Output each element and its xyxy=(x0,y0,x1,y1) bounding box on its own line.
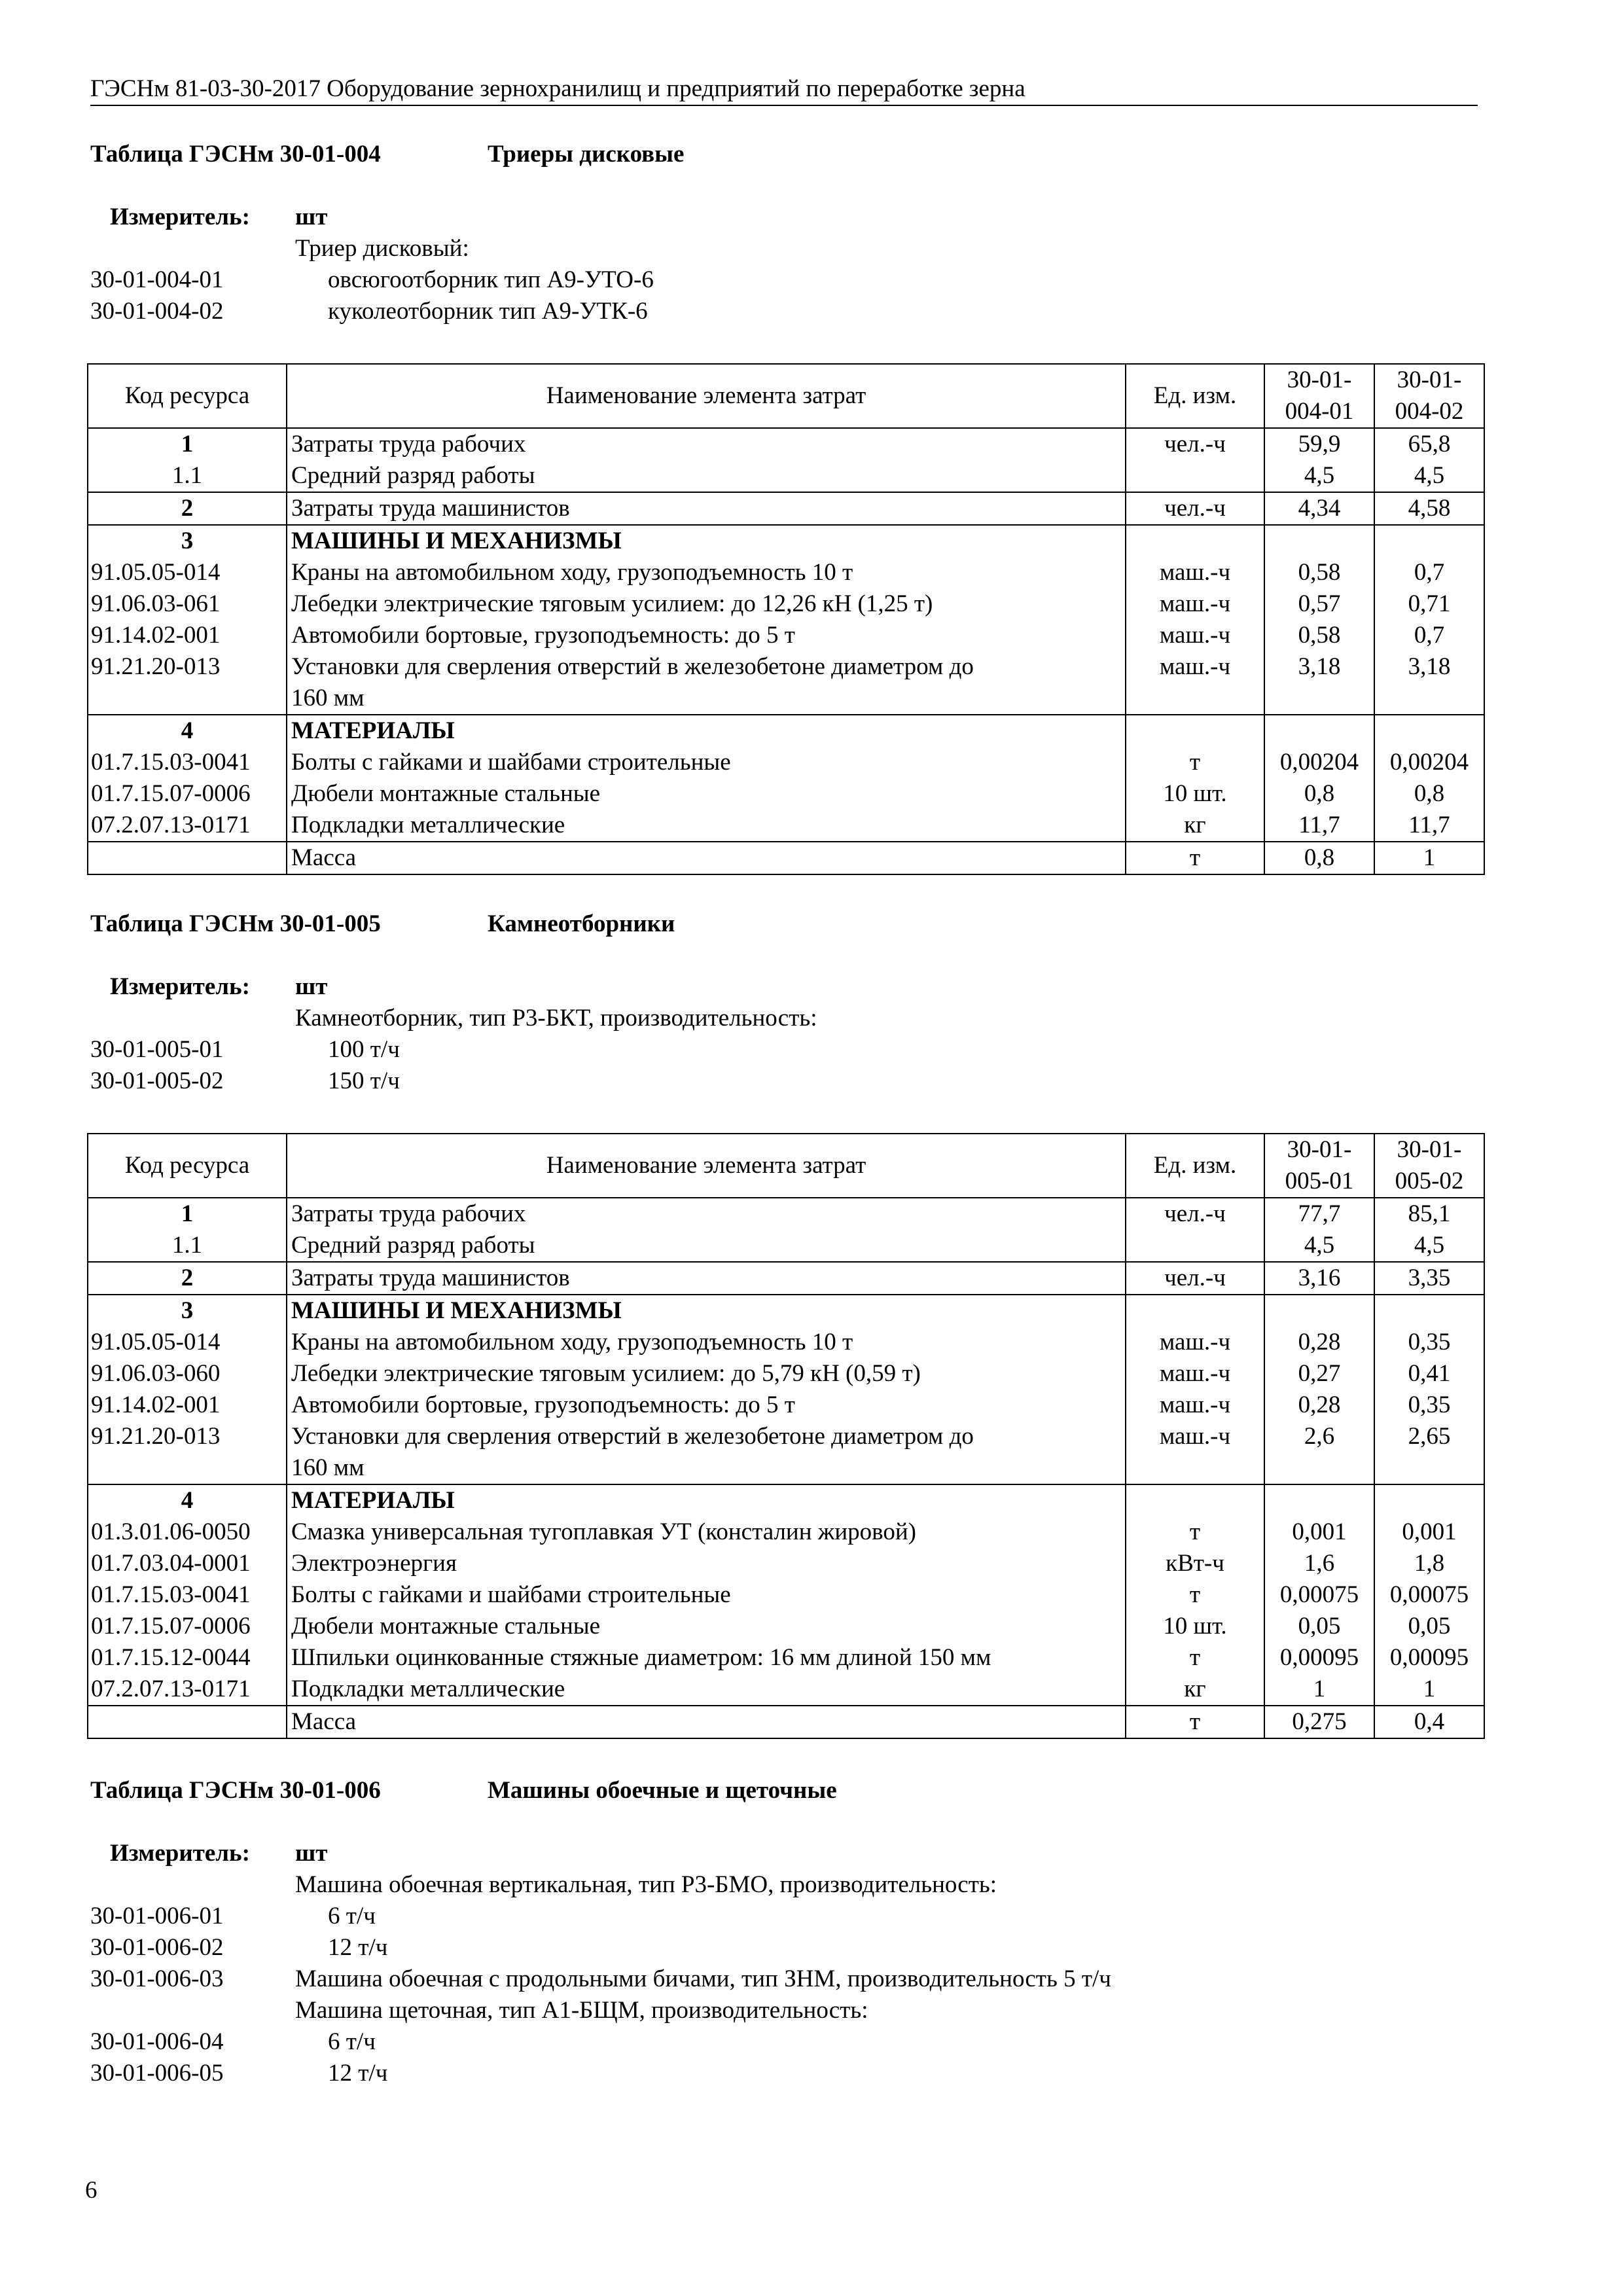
item-text: овсюгоотборник тип А9-УТО-6 xyxy=(328,266,654,293)
cell-name: Краны на автомобильном ходу, грузоподъемность 10 т xyxy=(287,557,1126,588)
resource-table xyxy=(87,1133,1485,1739)
cell-code: 1 xyxy=(88,1198,287,1230)
item-text: Машина щеточная, тип А1-БЩМ, производительность: xyxy=(295,1997,868,2024)
cell-code: 2 xyxy=(88,1262,287,1295)
cell-unit: чел.-ч xyxy=(1126,428,1264,460)
resource-table xyxy=(87,363,1485,875)
cell-value-a: 3,18 xyxy=(1264,651,1374,683)
cell-name: Установки для сверления отверстий в железобетоне диаметром до xyxy=(287,1421,1126,1452)
table-row xyxy=(88,1198,1484,1230)
cell-name: Масса xyxy=(287,1706,1126,1738)
table-row xyxy=(88,1390,1484,1421)
cell-unit xyxy=(1126,1295,1264,1327)
list-item xyxy=(90,1964,1478,1995)
page-number: 6 xyxy=(85,2177,98,2204)
item-code: 30-01-006-02 xyxy=(90,1934,224,1961)
cell-value-b xyxy=(1374,1484,1484,1516)
cell-value-b: 1,8 xyxy=(1374,1548,1484,1579)
cell-value-b: 3,35 xyxy=(1374,1262,1484,1295)
table-number: Таблица ГЭСНм 30-01-004 xyxy=(90,141,381,168)
cell-code: 01.3.01.06-0050 xyxy=(88,1516,287,1548)
cell-code: 91.05.05-014 xyxy=(88,557,287,588)
cell-value-b: 4,58 xyxy=(1374,492,1484,525)
cell-name: 160 мм xyxy=(287,683,1126,715)
item-text: Машина обоечная с продольными бичами, тип ЗНМ, производительность 5 т/ч xyxy=(295,1965,1111,1992)
table-row xyxy=(88,1421,1484,1452)
table-title xyxy=(90,139,1478,170)
cell-unit: маш.-ч xyxy=(1126,1327,1264,1358)
cell-name: Болты с гайками и шайбами строительные xyxy=(287,747,1126,778)
measure-label: Измеритель: xyxy=(110,973,250,1000)
cell-value-b: 2,65 xyxy=(1374,1421,1484,1452)
cell-value-b: 0,00095 xyxy=(1374,1642,1484,1674)
cell-code: 01.7.03.04-0001 xyxy=(88,1548,287,1579)
cell-value-a: 59,9 xyxy=(1264,428,1374,460)
cell-value-b: 0,8 xyxy=(1374,778,1484,810)
cell-code: 91.14.02-001 xyxy=(88,1390,287,1421)
cell-value-b xyxy=(1374,715,1484,747)
col-b-header: 30-01- 005-02 xyxy=(1374,1134,1484,1198)
cell-value-a: 0,28 xyxy=(1264,1390,1374,1421)
table-row xyxy=(88,525,1484,557)
item-text: 6 т/ч xyxy=(328,1903,376,1929)
cell-unit: кг xyxy=(1126,810,1264,842)
cell-unit: маш.-ч xyxy=(1126,1390,1264,1421)
cell-name: Лебедки электрические тяговым усилием: до 12,26 кН (1,25 т) xyxy=(287,588,1126,620)
cell-unit: кг xyxy=(1126,1674,1264,1706)
measure-unit: шт xyxy=(295,973,328,1000)
cell-code: 01.7.15.07-0006 xyxy=(88,778,287,810)
item-text: Машина обоечная вертикальная, тип Р3-БМО, производительность: xyxy=(295,1871,997,1898)
cell-code: 91.21.20-013 xyxy=(88,651,287,683)
table-row xyxy=(88,1358,1484,1390)
cell-value-a: 2,6 xyxy=(1264,1421,1374,1452)
cell-value-a: 0,275 xyxy=(1264,1706,1374,1738)
col-name-header: Наименование элемента затрат xyxy=(287,1134,1126,1198)
cell-value-b xyxy=(1374,525,1484,557)
table-row xyxy=(88,715,1484,747)
cell-code: 1 xyxy=(88,428,287,460)
table-row xyxy=(88,1611,1484,1642)
cell-value-b: 3,18 xyxy=(1374,651,1484,683)
cell-name: Затраты труда рабочих xyxy=(287,1198,1126,1230)
cell-unit: 10 шт. xyxy=(1126,1611,1264,1642)
col-a-header: 30-01- 004-01 xyxy=(1264,364,1374,428)
table-row xyxy=(88,1674,1484,1706)
cell-value-a: 0,58 xyxy=(1264,557,1374,588)
item-text: 100 т/ч xyxy=(328,1036,400,1063)
measure-block xyxy=(90,202,1478,327)
cell-code: 91.14.02-001 xyxy=(88,620,287,651)
cell-unit: чел.-ч xyxy=(1126,492,1264,525)
col-code-header: Код ресурса xyxy=(88,364,287,428)
cell-value-a xyxy=(1264,715,1374,747)
cell-name: Лебедки электрические тяговым усилием: до 5,79 кН (0,59 т) xyxy=(287,1358,1126,1390)
document-header: ГЭСНм 81-03-30-2017 Оборудование зернохранилищ и предприятий по переработке зерна xyxy=(90,73,1478,106)
cell-unit: чел.-ч xyxy=(1126,1262,1264,1295)
cell-unit: т xyxy=(1126,1642,1264,1674)
item-code: 30-01-005-01 xyxy=(90,1036,224,1063)
cell-value-a xyxy=(1264,1452,1374,1484)
item-code: 30-01-005-02 xyxy=(90,1067,224,1094)
cell-value-b: 85,1 xyxy=(1374,1198,1484,1230)
cell-code: 91.06.03-060 xyxy=(88,1358,287,1390)
col-name-header: Наименование элемента затрат xyxy=(287,364,1126,428)
item-code xyxy=(90,1869,295,1901)
measure-unit: шт xyxy=(295,204,328,230)
cell-name: МАШИНЫ И МЕХАНИЗМЫ xyxy=(287,525,1126,557)
cell-value-b: 0,4 xyxy=(1374,1706,1484,1738)
cell-name: МАШИНЫ И МЕХАНИЗМЫ xyxy=(287,1295,1126,1327)
item-code: 30-01-006-05 xyxy=(90,2060,224,2087)
cell-value-a: 0,28 xyxy=(1264,1327,1374,1358)
cell-value-b: 1 xyxy=(1374,1674,1484,1706)
table-row xyxy=(88,1262,1484,1295)
cell-value-a: 0,05 xyxy=(1264,1611,1374,1642)
cell-name: Подкладки металлические xyxy=(287,1674,1126,1706)
cell-value-b: 0,001 xyxy=(1374,1516,1484,1548)
cell-name: Автомобили бортовые, грузоподъемность: до 5 т xyxy=(287,620,1126,651)
item-code: 30-01-004-02 xyxy=(90,298,224,325)
cell-code: 4 xyxy=(88,715,287,747)
item-text: 12 т/ч xyxy=(328,2060,388,2087)
table-name: Камнеотборники xyxy=(488,910,675,937)
cell-value-a: 0,57 xyxy=(1264,588,1374,620)
cell-unit: т xyxy=(1126,1579,1264,1611)
table-row xyxy=(88,747,1484,778)
cell-code: 2 xyxy=(88,492,287,525)
table-row xyxy=(88,683,1484,715)
cell-unit: кВт-ч xyxy=(1126,1548,1264,1579)
cell-unit xyxy=(1126,683,1264,715)
table-row xyxy=(88,1548,1484,1579)
cell-code xyxy=(88,683,287,715)
cell-code: 01.7.15.07-0006 xyxy=(88,1611,287,1642)
list-item xyxy=(90,2026,1478,2058)
cell-unit: т xyxy=(1126,747,1264,778)
table-row xyxy=(88,1642,1484,1674)
item-code xyxy=(90,1995,295,2026)
list-item xyxy=(90,1869,1478,1901)
cell-unit xyxy=(1126,460,1264,492)
cell-unit xyxy=(1126,1452,1264,1484)
cell-value-a: 0,8 xyxy=(1264,778,1374,810)
section-table-30-01-006 xyxy=(90,1775,1478,2089)
cell-unit: 10 шт. xyxy=(1126,778,1264,810)
cell-name: Установки для сверления отверстий в железобетоне диаметром до xyxy=(287,651,1126,683)
table-row xyxy=(88,1452,1484,1484)
cell-unit: маш.-ч xyxy=(1126,1421,1264,1452)
cell-value-b: 0,41 xyxy=(1374,1358,1484,1390)
cell-value-a xyxy=(1264,525,1374,557)
cell-name: Затраты труда машинистов xyxy=(287,1262,1126,1295)
list-item xyxy=(90,2058,1478,2089)
table-name: Машины обоечные и щеточные xyxy=(488,1777,837,1804)
measure-block xyxy=(90,971,1478,1097)
table-row xyxy=(88,1706,1484,1738)
cell-value-b xyxy=(1374,683,1484,715)
cell-name: МАТЕРИАЛЫ xyxy=(287,1484,1126,1516)
cell-name: Подкладки металлические xyxy=(287,810,1126,842)
cell-value-a xyxy=(1264,683,1374,715)
col-b-header: 30-01- 004-02 xyxy=(1374,364,1484,428)
table-title xyxy=(90,908,1478,940)
measure-block xyxy=(90,1838,1478,2089)
table-row xyxy=(88,1327,1484,1358)
table-row xyxy=(88,1484,1484,1516)
table-name: Триеры дисковые xyxy=(488,141,685,168)
cell-value-b xyxy=(1374,1295,1484,1327)
cell-value-b: 0,05 xyxy=(1374,1611,1484,1642)
cell-value-b: 0,00075 xyxy=(1374,1579,1484,1611)
table-row xyxy=(88,1579,1484,1611)
col-code-header: Код ресурса xyxy=(88,1134,287,1198)
cell-code xyxy=(88,842,287,874)
cell-value-a: 0,00075 xyxy=(1264,1579,1374,1611)
intro-text: Камнеотборник, тип Р3-БКТ, производительность: xyxy=(295,1005,817,1031)
col-unit-header: Ед. изм. xyxy=(1126,364,1264,428)
list-item xyxy=(90,1901,1478,1932)
table-row xyxy=(88,778,1484,810)
cell-code: 91.21.20-013 xyxy=(88,1421,287,1452)
cell-name: Смазка универсальная тугоплавкая УТ (консталин жировой) xyxy=(287,1516,1126,1548)
cell-value-a: 0,27 xyxy=(1264,1358,1374,1390)
table-row xyxy=(88,651,1484,683)
list-item xyxy=(90,1932,1478,1964)
cell-name: Болты с гайками и шайбами строительные xyxy=(287,1579,1126,1611)
cell-unit: маш.-ч xyxy=(1126,620,1264,651)
cell-name: 160 мм xyxy=(287,1452,1126,1484)
cell-value-b: 0,00204 xyxy=(1374,747,1484,778)
list-item xyxy=(90,1995,1478,2026)
item-text: куколеотборник тип А9-УТК-6 xyxy=(328,298,648,325)
cell-value-a: 0,00204 xyxy=(1264,747,1374,778)
cell-unit xyxy=(1126,525,1264,557)
cell-name: Электроэнергия xyxy=(287,1548,1126,1579)
cell-code: 01.7.15.03-0041 xyxy=(88,1579,287,1611)
cell-code: 1.1 xyxy=(88,460,287,492)
cell-name: Затраты труда рабочих xyxy=(287,428,1126,460)
cell-unit: т xyxy=(1126,1516,1264,1548)
cell-value-a: 4,5 xyxy=(1264,1230,1374,1262)
cell-value-b: 4,5 xyxy=(1374,1230,1484,1262)
intro-text: Триер дисковый: xyxy=(295,235,469,262)
cell-unit: маш.-ч xyxy=(1126,651,1264,683)
cell-value-b xyxy=(1374,1452,1484,1484)
cell-unit xyxy=(1126,715,1264,747)
cell-unit: т xyxy=(1126,842,1264,874)
cell-value-a: 4,5 xyxy=(1264,460,1374,492)
item-text: 12 т/ч xyxy=(328,1934,388,1961)
table-row xyxy=(88,1230,1484,1262)
cell-value-a: 0,00095 xyxy=(1264,1642,1374,1674)
table-row xyxy=(88,620,1484,651)
cell-value-a: 0,58 xyxy=(1264,620,1374,651)
cell-value-b: 4,5 xyxy=(1374,460,1484,492)
cell-code: 4 xyxy=(88,1484,287,1516)
table-row xyxy=(88,492,1484,525)
table-row xyxy=(88,810,1484,842)
cell-name: Дюбели монтажные стальные xyxy=(287,778,1126,810)
cell-code xyxy=(88,1706,287,1738)
cell-code: 3 xyxy=(88,525,287,557)
cell-code: 07.2.07.13-0171 xyxy=(88,810,287,842)
table-row xyxy=(88,460,1484,492)
section-table-30-01-004 xyxy=(90,139,1478,875)
cell-value-b: 0,35 xyxy=(1374,1327,1484,1358)
cell-unit: маш.-ч xyxy=(1126,588,1264,620)
cell-name: Краны на автомобильном ходу, грузоподъемность 10 т xyxy=(287,1327,1126,1358)
table-title xyxy=(90,1775,1478,1806)
cell-code: 91.05.05-014 xyxy=(88,1327,287,1358)
table-row xyxy=(88,1516,1484,1548)
item-code: 30-01-006-03 xyxy=(90,1965,224,1992)
cell-name: Шпильки оцинкованные стяжные диаметром: 16 мм длиной 150 мм xyxy=(287,1642,1126,1674)
item-text: 6 т/ч xyxy=(328,2028,376,2055)
cell-value-a: 3,16 xyxy=(1264,1262,1374,1295)
cell-name: Затраты труда машинистов xyxy=(287,492,1126,525)
cell-code: 01.7.15.12-0044 xyxy=(88,1642,287,1674)
cell-value-a: 11,7 xyxy=(1264,810,1374,842)
measure-label: Измеритель: xyxy=(110,1840,250,1867)
item-text: 150 т/ч xyxy=(328,1067,400,1094)
cell-name: Автомобили бортовые, грузоподъемность: до 5 т xyxy=(287,1390,1126,1421)
cell-name: Масса xyxy=(287,842,1126,874)
cell-code: 01.7.15.03-0041 xyxy=(88,747,287,778)
cell-code xyxy=(88,1452,287,1484)
cell-value-b: 1 xyxy=(1374,842,1484,874)
cell-value-a: 77,7 xyxy=(1264,1198,1374,1230)
table-row xyxy=(88,842,1484,874)
cell-code: 07.2.07.13-0171 xyxy=(88,1674,287,1706)
table-row xyxy=(88,428,1484,460)
cell-unit xyxy=(1126,1484,1264,1516)
table-row xyxy=(88,1295,1484,1327)
cell-name: Средний разряд работы xyxy=(287,1230,1126,1262)
cell-code: 3 xyxy=(88,1295,287,1327)
cell-value-a xyxy=(1264,1295,1374,1327)
cell-value-b: 11,7 xyxy=(1374,810,1484,842)
cell-unit: чел.-ч xyxy=(1126,1198,1264,1230)
table-number: Таблица ГЭСНм 30-01-005 xyxy=(90,910,381,937)
measure-unit: шт xyxy=(295,1840,328,1867)
cell-unit: маш.-ч xyxy=(1126,1358,1264,1390)
col-a-header: 30-01- 005-01 xyxy=(1264,1134,1374,1198)
cell-value-b: 0,35 xyxy=(1374,1390,1484,1421)
cell-unit: маш.-ч xyxy=(1126,557,1264,588)
cell-value-a: 1 xyxy=(1264,1674,1374,1706)
cell-value-b: 0,71 xyxy=(1374,588,1484,620)
cell-value-b: 0,7 xyxy=(1374,620,1484,651)
cell-code: 91.06.03-061 xyxy=(88,588,287,620)
section-table-30-01-005 xyxy=(90,908,1478,1739)
cell-unit: т xyxy=(1126,1706,1264,1738)
table-row xyxy=(88,557,1484,588)
cell-name: Дюбели монтажные стальные xyxy=(287,1611,1126,1642)
measure-label: Измеритель: xyxy=(110,204,250,230)
table-row xyxy=(88,588,1484,620)
cell-name: МАТЕРИАЛЫ xyxy=(287,715,1126,747)
cell-value-a xyxy=(1264,1484,1374,1516)
cell-value-a: 4,34 xyxy=(1264,492,1374,525)
cell-value-a: 0,8 xyxy=(1264,842,1374,874)
cell-code: 1.1 xyxy=(88,1230,287,1262)
cell-name: Средний разряд работы xyxy=(287,460,1126,492)
cell-unit xyxy=(1126,1230,1264,1262)
col-unit-header: Ед. изм. xyxy=(1126,1134,1264,1198)
cell-value-a: 1,6 xyxy=(1264,1548,1374,1579)
item-code: 30-01-006-01 xyxy=(90,1903,224,1929)
cell-value-a: 0,001 xyxy=(1264,1516,1374,1548)
table-number: Таблица ГЭСНм 30-01-006 xyxy=(90,1777,381,1804)
item-code: 30-01-006-04 xyxy=(90,2028,224,2055)
item-code: 30-01-004-01 xyxy=(90,266,224,293)
cell-value-b: 0,7 xyxy=(1374,557,1484,588)
cell-value-b: 65,8 xyxy=(1374,428,1484,460)
